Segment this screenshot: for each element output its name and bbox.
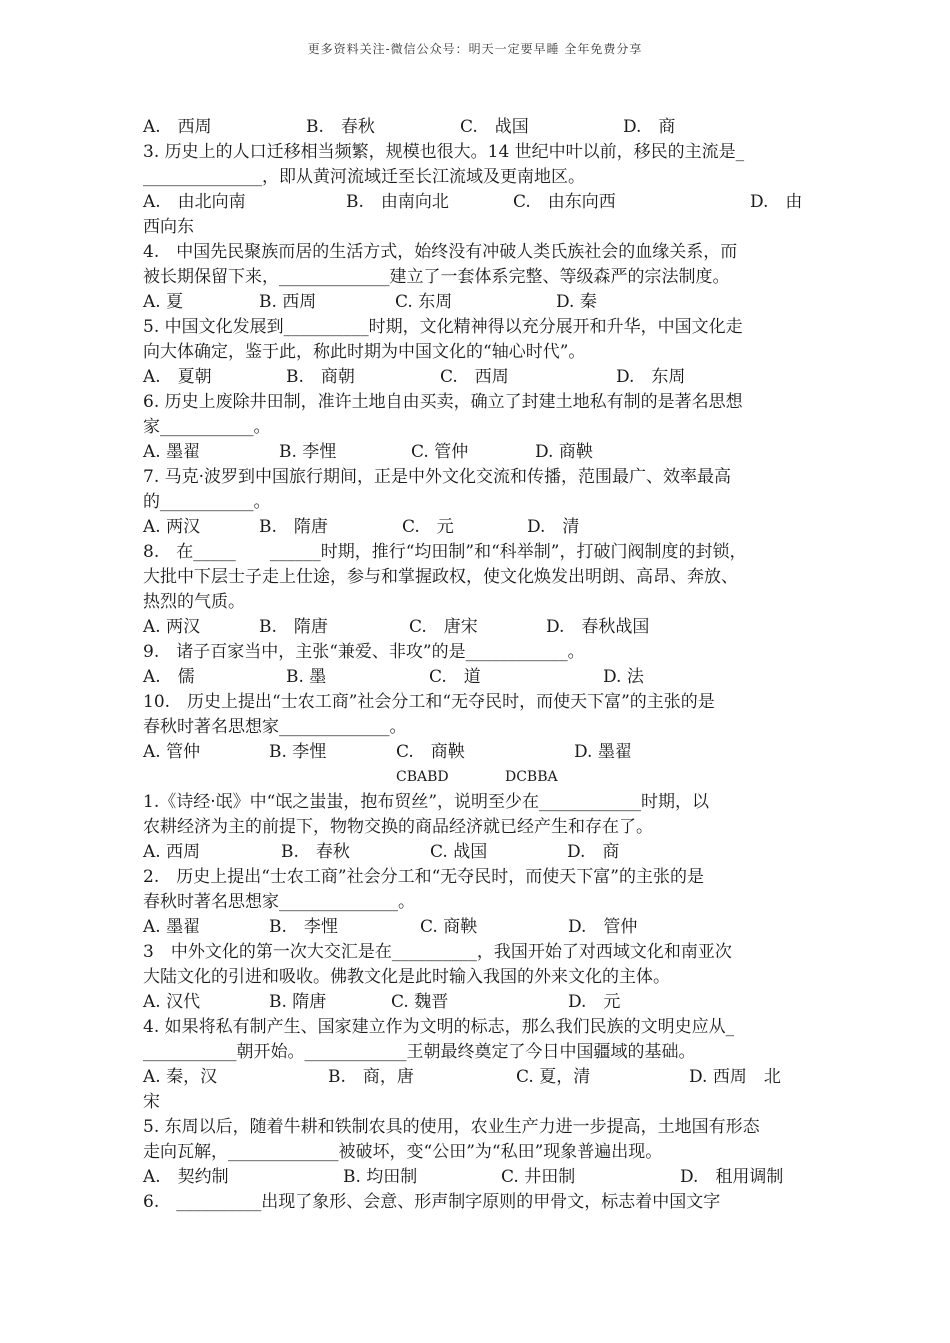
question-text: 春秋时著名思想家_____________。: [143, 717, 407, 737]
option-d: D. 租用调制: [680, 1167, 784, 1187]
question-options: [143, 740, 811, 765]
option-d: D. 西周 北: [689, 1067, 781, 1087]
question-options: [143, 440, 811, 465]
question-options: [143, 365, 811, 390]
option-d: D. 由: [750, 192, 803, 212]
question-text: 5. 东周以后，随着牛耕和铁制农具的使用，农业生产力进一步提高，土地国有形态: [143, 1117, 760, 1137]
page-header: 更多资料关注-微信公众号：明天一定要早睡 全年免费分享: [307, 42, 643, 56]
option-b: B. 隋唐: [259, 517, 328, 537]
option-a: A. 西周: [143, 117, 212, 137]
option-a: A. 儒: [143, 667, 195, 687]
question-text: 被长期保留下来，_____________建立了一套体系完整、等级森严的宗法制度。: [143, 267, 730, 287]
question-text: 向大体确定，鉴于此，称此时期为中国文化的“轴心时代”。: [143, 342, 586, 362]
option-b: B. 李悝: [279, 442, 337, 462]
option-d: D. 春秋战国: [546, 617, 650, 637]
option-d: D. 管仲: [568, 917, 638, 937]
question-text: 10. 历史上提出“士农工商”社会分工和“无夺民时，而使天下富”的主张的是: [143, 692, 715, 712]
option-c: C. 魏晋: [391, 992, 449, 1012]
option-a: A. 两汉: [143, 617, 201, 637]
question-text: 的___________。: [143, 492, 271, 512]
question-text: 2. 历史上提出“士农工商”社会分工和“无夺民时，而使天下富”的主张的是: [143, 867, 704, 887]
question-text: 5. 中国文化发展到__________时期，文化精神得以充分展开和升华，中国文化走: [143, 317, 743, 337]
question-text: 3 中外文化的第一次大交汇是在__________，我国开始了对西域文化和南亚次: [143, 942, 732, 962]
question-text: 春秋时著名思想家______________。: [143, 892, 415, 912]
option-b: B. 隋唐: [269, 992, 327, 1012]
option-d: D. 元: [568, 992, 621, 1012]
question-options: [143, 115, 811, 140]
option-a: A. 秦，汉: [143, 1067, 218, 1087]
question-text: 7. 马克·波罗到中国旅行期间，正是中外文化交流和传播，范围最广、效率最高: [143, 467, 732, 487]
option-b: B. 商，唐: [328, 1067, 414, 1087]
question-text: 6. __________出现了象形、会意、形声制字原则的甲骨文，标志着中国文字: [143, 1192, 721, 1212]
question-text: 走向瓦解，_____________被破坏，变“公田”为“私田”现象普遍出现。: [143, 1142, 663, 1162]
question-text: 家___________。: [143, 417, 271, 437]
option-d: D. 清: [527, 517, 580, 537]
question-options: [143, 665, 811, 690]
option-c: C. 战国: [430, 842, 488, 862]
option-a: A. 两汉: [143, 517, 201, 537]
option-d: D. 东周: [616, 367, 686, 387]
question-text: ______________，即从黄河流域迁至长江流域及更南地区。: [143, 167, 585, 187]
option-c: C. 元: [402, 517, 454, 537]
question-text: 西向东: [143, 217, 194, 237]
option-c: C. 井田制: [501, 1167, 576, 1187]
question-text: 8. 在_____ ______时期，推行“均田制”和“科举制”，打破门阀制度的封锁，: [143, 542, 747, 562]
question-text: 3. 历史上的人口迁移相当频繁，规模也很大。14 世纪中叶以前，移民的主流是_: [143, 142, 745, 162]
option-c: C. 商鞅: [396, 742, 465, 762]
option-c: C. 东周: [395, 292, 453, 312]
option-a: A. 墨翟: [143, 442, 201, 462]
option-a: A. 夏: [143, 292, 184, 312]
answer-key-part2: DCBBA: [505, 769, 558, 785]
option-c: C. 夏，清: [516, 1067, 591, 1087]
option-d: D. 商: [623, 117, 676, 137]
option-b: B. 墨: [286, 667, 327, 687]
option-a: A. 由北向南: [143, 192, 246, 212]
question-text: 4. 中国先民聚族而居的生活方式，始终没有冲破人类氏族社会的血缘关系，而: [143, 242, 738, 262]
question-text: 9. 诸子百家当中，主张“兼爱、非攻”的是____________。: [143, 642, 585, 662]
option-a: A. 夏朝: [143, 367, 212, 387]
option-d: D. 秦: [556, 292, 597, 312]
question-text: 宋: [143, 1092, 160, 1112]
option-a: A. 管仲: [143, 742, 201, 762]
option-a: A. 西周: [143, 842, 201, 862]
option-b: B. 西周: [259, 292, 317, 312]
question-text: 大陆文化的引进和吸收。佛教文化是此时输入我国的外来文化的主体。: [143, 967, 670, 987]
option-a: A. 汉代: [143, 992, 201, 1012]
question-text: 6. 历史上废除井田制，准许土地自由买卖，确立了封建土地私有制的是著名思想: [143, 392, 743, 412]
option-c: C. 唐宋: [409, 617, 478, 637]
option-c: C. 战国: [460, 117, 529, 137]
question-options: [143, 1165, 811, 1190]
option-b: B. 春秋: [306, 117, 375, 137]
option-a: A. 墨翟: [143, 917, 201, 937]
option-d: D. 商鞅: [535, 442, 593, 462]
question-options: [143, 840, 811, 865]
question-text: 1.《诗经·氓》中“氓之蚩蚩，抱布贸丝”，说明至少在____________时期，以: [143, 792, 710, 812]
question-options: [143, 190, 811, 215]
question-options: [143, 290, 811, 315]
question-options: [143, 1065, 811, 1090]
question-options: [143, 915, 811, 940]
option-d: D. 墨翟: [574, 742, 632, 762]
question-text: 热烈的气质。: [143, 592, 245, 612]
option-d: D. 法: [603, 667, 644, 687]
option-c: C. 道: [429, 667, 481, 687]
option-a: A. 契约制: [143, 1167, 229, 1187]
question-text: ___________朝开始。____________王朝最终奠定了今日中国疆域的基础。: [143, 1042, 696, 1062]
option-b: B. 李悝: [269, 917, 338, 937]
question-text: 4. 如果将私有制产生、国家建立作为文明的标志，那么我们民族的文明史应从_: [143, 1017, 735, 1037]
option-b: B. 春秋: [281, 842, 350, 862]
option-b: B. 商朝: [286, 367, 355, 387]
question-text: 大批中下层士子走上仕途，参与和掌握政权，使文化焕发出明朗、高昂、奔放、: [143, 567, 738, 587]
question-text: 农耕经济为主的前提下，物物交换的商品经济就已经产生和存在了。: [143, 817, 653, 837]
option-b: B. 均田制: [343, 1167, 418, 1187]
question-options: [143, 990, 811, 1015]
question-options: [143, 515, 811, 540]
option-b: B. 由南向北: [346, 192, 449, 212]
option-c: C. 由东向西: [513, 192, 616, 212]
option-c: C. 西周: [440, 367, 509, 387]
question-options: [143, 615, 811, 640]
answer-key: [143, 765, 811, 790]
answer-key-part1: CBABD: [396, 769, 449, 785]
option-d: D. 商: [567, 842, 620, 862]
option-b: B. 隋唐: [259, 617, 328, 637]
option-b: B. 李悝: [269, 742, 327, 762]
option-c: C. 管仲: [411, 442, 469, 462]
option-c: C. 商鞅: [420, 917, 478, 937]
document-body: [143, 115, 811, 1215]
